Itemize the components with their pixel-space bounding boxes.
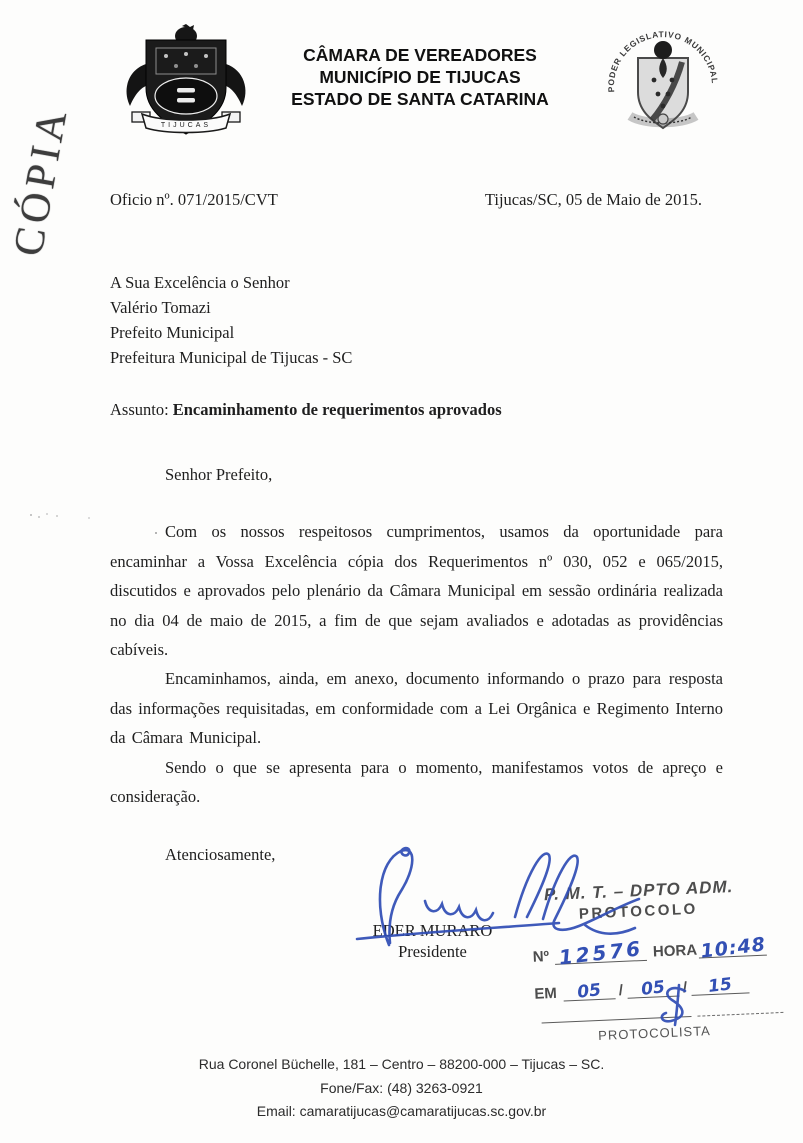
date-day-handwritten: 05 (575, 980, 602, 1003)
em-label: EM (533, 984, 558, 1003)
footer-email: Email: camaratijucas@camaratijucas.sc.gov.br (256, 1103, 547, 1119)
addressee-line: A Sua Excelência o Senhor (110, 273, 290, 292)
body-paragraph: Encaminhamos, ainda, em anexo, documento informando o prazo para resposta das informações requisitadas, em conformidade com a Lei Orgânica e Regimento Interno da Câmara Municipal. (110, 669, 723, 748)
header-title-line1: CÂMARA DE VEREADORES (303, 45, 537, 65)
copia-stamp: CÓPIA (5, 102, 77, 260)
stamp-title: PROTOCOLO (578, 900, 699, 923)
subject-line (110, 400, 502, 420)
hora-handwritten-value: 10:48 (699, 933, 767, 963)
addressee-block (110, 270, 352, 370)
hora-label: HORA (652, 941, 698, 961)
oficio-number: Oficio nº. 071/2015/CVT (110, 190, 278, 209)
left-emblem-banner-text: TIJUCAS (160, 122, 212, 129)
reference-row (110, 190, 702, 210)
addressee-line: Prefeito Municipal (110, 323, 235, 342)
legislative-seal (602, 22, 724, 144)
place-date: Tijucas/SC, 05 de Maio de 2015. (484, 190, 702, 209)
stamp-org-line: P. M. T. – DPTO ADM. (543, 877, 734, 905)
scan-artifact (155, 532, 157, 534)
salutation: Senhor Prefeito, (165, 465, 273, 484)
seal-arc-text: PODER LEGISLATIVO MUNICIPAL (605, 29, 721, 93)
tijucas-coat-of-arms (118, 24, 254, 148)
numero-label: Nº (532, 948, 550, 966)
scan-artifact (30, 514, 32, 516)
date-separator: / (682, 979, 688, 997)
subject-label: Assunto: (110, 400, 169, 419)
closing-salutation: Atenciosamente, (165, 845, 276, 864)
addressee-line: Valério Tomazi (110, 298, 211, 317)
protocolista-initial-ink (655, 983, 699, 1031)
footer-phone: Fone/Fax: (48) 3263-0921 (320, 1079, 483, 1096)
addressee-line: Prefeitura Municipal de Tijucas - SC (110, 348, 353, 367)
body-paragraph: Sendo o que se apresenta para o momento, manifestamos votos de apreço e consideração. (110, 757, 723, 807)
letter-body (110, 460, 723, 811)
date-separator: / (618, 981, 624, 1000)
letter-footer (0, 1053, 803, 1124)
date-month-handwritten: 05 (640, 977, 666, 1000)
header-title-line3: ESTADO DE SANTA CATARINA (291, 89, 549, 109)
date-year-handwritten: 15 (707, 974, 733, 997)
protocolista-label: PROTOCOLISTA (597, 1023, 712, 1044)
subject-value: Encaminhamento de requerimentos aprovados (172, 400, 502, 419)
signer-role: Presidente (398, 942, 467, 961)
numero-handwritten-value: 12576 (557, 936, 645, 970)
header-title-line2: MUNICÍPIO DE TIJUCAS (319, 67, 521, 87)
signer-name: EDER MURARO (372, 921, 493, 940)
president-signature-ink (345, 843, 645, 955)
body-paragraph: Com os nossos respeitosos cumprimentos, usamos da oportunidade para encaminhar a Vossa Excelência cópia dos Requerimentos nº 030, 052 e 065/2015, discutidos e aprovados pelo plenário da Câmara Municipal em sessão ordinária realizada no dia 04 de maio de 2015, a fim de que sejam avaliados e adotadas as providências cabíveis. (110, 522, 723, 660)
header-title (240, 44, 600, 110)
footer-address: Rua Coronel Büchelle, 181 – Centro – 88200-000 – Tijucas – SC. (198, 1056, 605, 1072)
